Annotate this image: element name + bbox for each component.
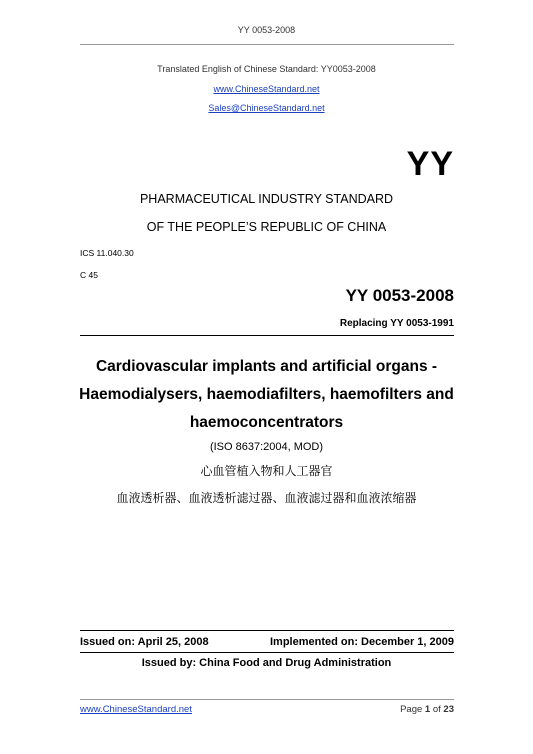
- translation-line: Translated English of Chinese Standard: YY0053-2008: [157, 64, 376, 74]
- footer-website-link[interactable]: www.ChineseStandard.net: [80, 704, 192, 715]
- title-divider: [80, 335, 454, 336]
- header-divider: [80, 44, 454, 45]
- issued-on: Issued on: April 25, 2008: [80, 636, 209, 648]
- page-of-label: of: [430, 704, 444, 715]
- email-link[interactable]: Sales@ChineseStandard.net: [208, 103, 325, 113]
- title-line-1: Cardiovascular implants and artificial organs -: [95, 358, 438, 375]
- website-link-container: [0, 84, 533, 94]
- footer-website-container: [80, 704, 192, 715]
- email-link-container: [0, 103, 533, 113]
- ics-code: ICS 11.040.30: [80, 248, 134, 258]
- issue-divider-top: [80, 630, 454, 631]
- implemented-on: Implemented on: December 1, 2009: [269, 636, 454, 648]
- standard-logo: YY: [406, 145, 454, 183]
- standard-line-2: OF THE PEOPLE’S REPUBLIC OF CHINA: [146, 220, 387, 234]
- issue-divider-bottom: [80, 652, 454, 653]
- standard-number: YY 0053-2008: [345, 286, 454, 305]
- header-code: YY 0053-2008: [237, 25, 296, 35]
- title-line-3: haemoconcentrators: [189, 414, 344, 431]
- page-indicator: [300, 704, 454, 715]
- issued-by: Issued by: China Food and Drug Administration: [141, 657, 392, 669]
- footer-divider: [80, 699, 454, 700]
- iso-reference: (ISO 8637:2004, MOD): [209, 441, 324, 453]
- standard-line-1: PHARMACEUTICAL INDUSTRY STANDARD: [139, 192, 394, 206]
- chinese-title-2: 血液透析器、血液透析滤过器、血液滤过器和血液浓缩器: [116, 491, 417, 505]
- page-label: Page: [400, 704, 425, 715]
- title-line-2: Haemodialysers, haemodiafilters, haemofilters and: [79, 386, 454, 403]
- chinese-title-1: 心血管植入物和人工器官: [200, 464, 333, 478]
- page-total: 23: [443, 704, 454, 715]
- ccs-code: C 45: [80, 270, 98, 280]
- replacing-standard: Replacing YY 0053-1991: [339, 318, 454, 329]
- page-number: 1: [424, 704, 431, 715]
- website-link[interactable]: www.ChineseStandard.net: [213, 84, 320, 94]
